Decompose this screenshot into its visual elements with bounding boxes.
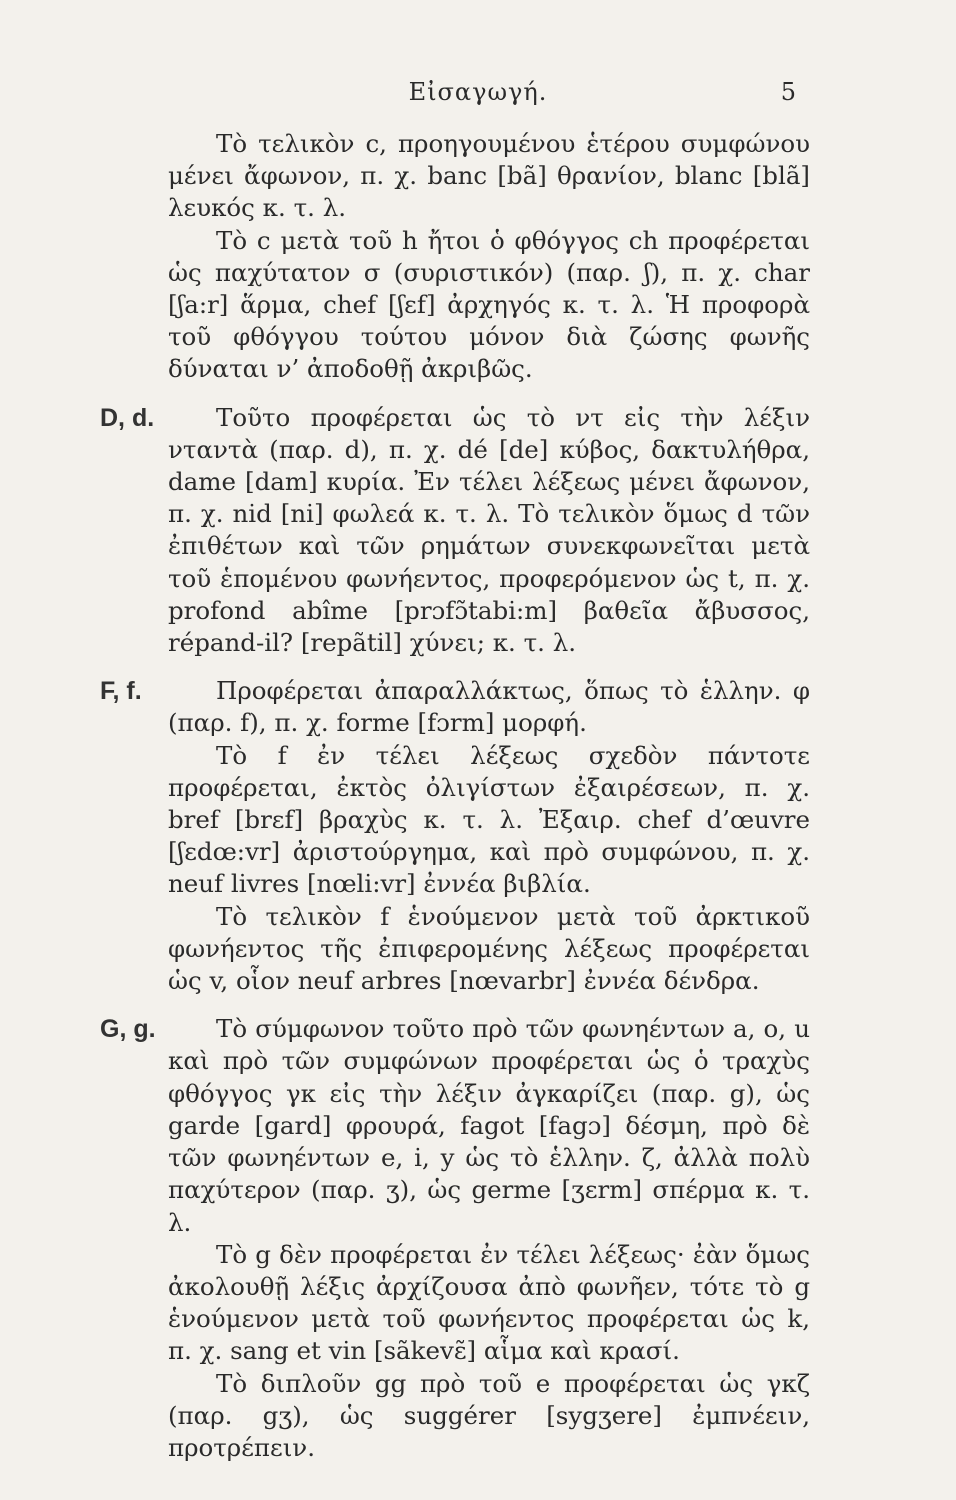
paragraph-f-3: Τὸ τελικὸν f ἑνούμενον μετὰ τοῦ ἀρκτικοῦ φωνήεντος τῆς ἐπιφερομένης λέξεως προφέρεται ὡς v, οἷον neuf arbres [nœvarbr] ἐννέα δένδρα.: [168, 901, 810, 996]
entry-d: [100, 402, 810, 660]
paragraph-f-1: Προφέρεται ἀπαραλλάκτως, ὅπως τὸ ἑλλην. φ (παρ. f), π. χ. forme [fɔrm] μορφή.: [168, 676, 810, 738]
entry-f: [100, 675, 810, 997]
entry-g: [100, 1013, 810, 1464]
page-number: 5: [780, 78, 796, 106]
paragraph-ch: Τὸ c μετὰ τοῦ h ἤτοι ὁ φθόγγος ch προφέρεται ὡς παχύτατον σ (συριστικόν) (παρ. ʃ), π. χ. char [ʃa:r] ἅρμα, chef [ʃɛf] ἀρχηγός κ. τ. λ. Ἡ προφορὰ τοῦ φθόγγου τούτου μόνον διὰ ζώσης φωνῆς δύναται ν’ ἀποδοθῇ ἀκριβῶς.: [168, 225, 810, 384]
paragraph-g-1: Τὸ σύμφωνον τοῦτο πρὸ τῶν φωνηέντων a, o, u καὶ πρὸ τῶν συμφώνων προφέρεται ὡς ὁ τραχὺς φθόγγος γκ εἰς τὴν λέξιν ἀγκαρίζει (παρ. g), ὡς garde [gard] φρουρά, fagot [fagɔ] δέσμη, πρὸ δὲ τῶν φωνηέντων e, i, y ὡς τὸ ἑλλην. ζ, ἀλλὰ πολὺ παχύτερον (παρ. ʒ), ὡς germe [ʒɛrm] σπέρμα κ. τ. λ.: [168, 1014, 810, 1237]
paragraph-d: Τοῦτο προφέρεται ὡς τὸ ντ εἰς τὴν λέξιν νταντὰ (παρ. d), π. χ. dé [de] κύβος, δακτυλήθρα, dame [dam] κυρία. Ἐν τέλει λέξεως μένει ἄφωνον, π. χ. nid [ni] φωλεά κ. τ. λ. Τὸ τελικὸν ὅμως d τῶν ἐπιθέτων καὶ τῶν ρημάτων συνεκφωνεῖται μετὰ τοῦ ἑπομένου φωνήεντος, προφερόμενον ὡς t, π. χ. profond abîme [prɔfɔ̃tabi:m] βαθεῖα ἄβυσσος, répand-il? [repãtil] χύνει; κ. τ. λ.: [168, 402, 810, 658]
page-header-title: Εἰσαγωγή.: [408, 78, 548, 106]
letter-heading-g: G, g.: [100, 1015, 156, 1044]
paragraph-f-2: Τὸ f ἐν τέλει λέξεως σχεδὸν πάντοτε προφέρεται, ἐκτὸς ὀλιγίστων ἐξαιρέσεων, π. χ. bref [brɛf] βραχὺς κ. τ. λ. Ἐξαιρ. chef d’œuvre [ʃɛdœ:vr] ἀριστούργημα, καὶ πρὸ συμφώνου, π. χ. neuf livres [nœli:vr] ἐννέα βιβλία.: [168, 740, 810, 899]
paragraph-c-final: Τὸ τελικὸν c, προηγουμένου ἑτέρου συμφώνου μένει ἄφωνον, π. χ. banc [bã] θρανίον, blanc [blã] λευκός κ. τ. λ.: [168, 129, 810, 223]
paragraph-g-3: Τὸ διπλοῦν gg πρὸ τοῦ e προφέρεται ὡς γκζ (παρ. gʒ), ὡς suggérer [sygʒere] ἐμπνέειν, προτρέπειν.: [168, 1368, 810, 1462]
letter-heading-d: D, d.: [100, 403, 155, 432]
letter-heading-f: F, f.: [100, 677, 142, 706]
body-text: [100, 128, 810, 1464]
running-head: [0, 78, 956, 110]
paragraph-g-2: Τὸ g δὲν προφέρεται ἐν τέλει λέξεως· ἐὰν ὅμως ἀκολουθῇ λέξις ἀρχίζουσα ἀπὸ φωνῆεν, τότε τὸ g ἑνούμενον μετὰ τοῦ φωνήεντος προφέρεται ὡς k, π. χ. sang et vin [sãkevɛ̃] αἷμα καὶ κρασί.: [168, 1239, 810, 1366]
